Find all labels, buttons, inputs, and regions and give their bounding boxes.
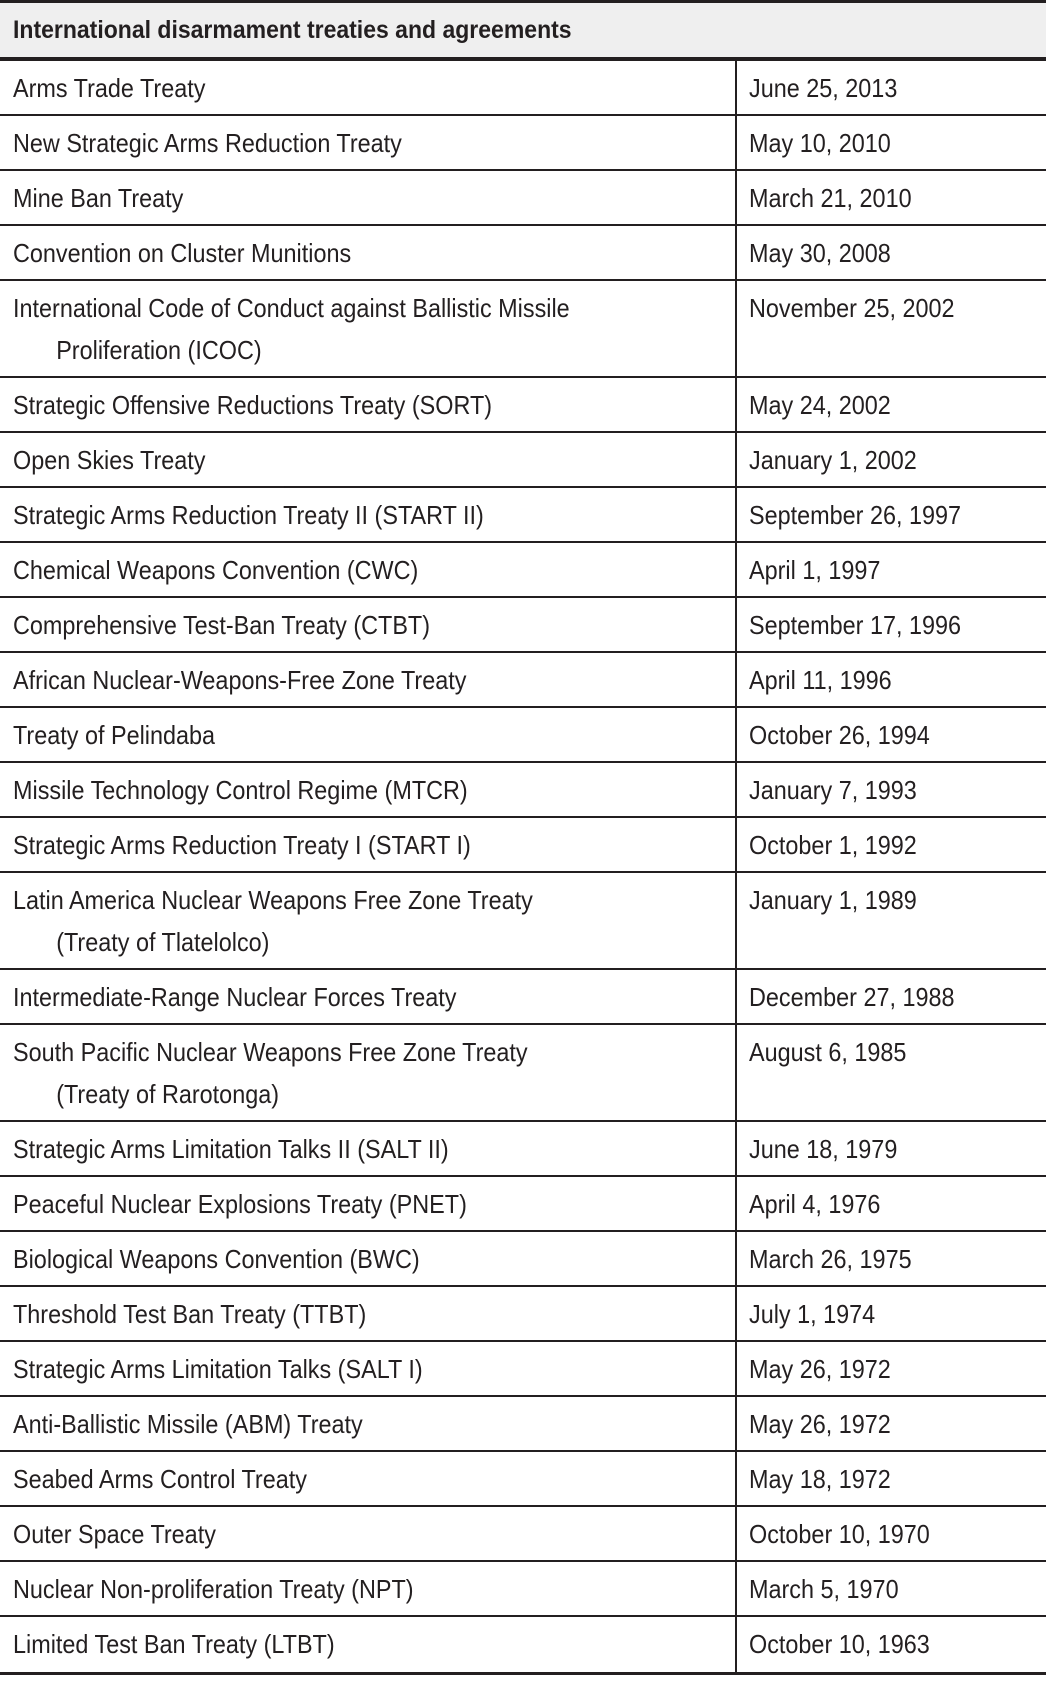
treaty-name: South Pacific Nuclear Weapons Free Zone Treaty [13,1037,528,1067]
treaty-name: Strategic Arms Limitation Talks II (SALT II) [13,1134,449,1164]
table-row [0,1452,1046,1507]
treaty-name-continued: (Treaty of Rarotonga) [56,1079,280,1109]
treaty-date-cell [737,281,1046,376]
treaty-name-cell [0,1617,737,1672]
treaty-name: Biological Weapons Convention (BWC) [13,1244,420,1274]
table-row [0,598,1046,653]
treaty-date: October 26, 1994 [749,720,930,750]
treaty-name: Strategic Offensive Reductions Treaty (SORT) [13,390,493,420]
treaty-date: January 1, 1989 [749,885,917,915]
table-row [0,818,1046,873]
treaty-name: Threshold Test Ban Treaty (TTBT) [13,1299,367,1329]
table-row [0,1177,1046,1232]
treaty-name-cell [0,1507,737,1560]
treaty-name-cell [0,708,737,761]
treaty-date-cell [737,1122,1046,1175]
treaty-date-cell [737,61,1046,114]
treaty-date: May 26, 1972 [749,1409,891,1439]
treaty-name: Seabed Arms Control Treaty [13,1464,307,1494]
treaty-name-cell [0,1025,737,1120]
treaty-date-cell [737,543,1046,596]
table-row [0,116,1046,171]
treaty-name-cell [0,1287,737,1340]
treaty-date: January 1, 2002 [749,445,917,475]
table-row [0,970,1046,1025]
treaty-date-cell [737,1562,1046,1615]
treaty-name: Missile Technology Control Regime (MTCR) [13,775,468,805]
table-row [0,433,1046,488]
treaty-date-cell [737,598,1046,651]
treaty-name-cell [0,1122,737,1175]
treaty-date-cell [737,708,1046,761]
treaty-name: Peaceful Nuclear Explosions Treaty (PNET) [13,1189,467,1219]
treaty-name-cell [0,818,737,871]
treaty-date: May 26, 1972 [749,1354,891,1384]
treaty-name: Nuclear Non-proliferation Treaty (NPT) [13,1574,414,1604]
treaty-date: October 10, 1963 [749,1629,930,1659]
treaty-name-cell [0,171,737,224]
treaty-name: New Strategic Arms Reduction Treaty [13,128,402,158]
treaty-name: African Nuclear-Weapons-Free Zone Treaty [13,665,467,695]
treaty-date: July 1, 1974 [749,1299,876,1329]
treaty-name: Limited Test Ban Treaty (LTBT) [13,1629,335,1659]
treaty-name-continued: (Treaty of Tlatelolco) [56,927,270,957]
treaty-name: Anti-Ballistic Missile (ABM) Treaty [13,1409,363,1439]
treaty-date-cell [737,1025,1046,1120]
table-row [0,1122,1046,1177]
treaty-name-cell [0,1232,737,1285]
treaty-date: March 26, 1975 [749,1244,912,1274]
table-row [0,61,1046,116]
treaty-name-cell [0,433,737,486]
table-row [0,543,1046,598]
treaty-date: October 1, 1992 [749,830,917,860]
treaty-date: March 21, 2010 [749,183,912,213]
treaty-name-cell [0,1397,737,1450]
treaty-date: September 17, 1996 [749,610,962,640]
treaty-date-cell [737,1452,1046,1505]
table-row [0,378,1046,433]
treaty-date-cell [737,873,1046,968]
treaty-name: Strategic Arms Reduction Treaty I (START I) [13,830,471,860]
table-row [0,653,1046,708]
treaty-date: January 7, 1993 [749,775,917,805]
treaty-date: April 4, 1976 [749,1189,881,1219]
treaty-name-cell [0,1177,737,1230]
treaty-date-cell [737,1177,1046,1230]
treaty-name-cell [0,116,737,169]
table-row [0,171,1046,226]
treaty-name-cell [0,488,737,541]
treaty-date: November 25, 2002 [749,293,955,323]
treaty-name-cell [0,543,737,596]
treaty-name: Chemical Weapons Convention (CWC) [13,555,419,585]
treaty-name: International Code of Conduct against Ballistic Missile [13,293,570,323]
treaty-name: Outer Space Treaty [13,1519,216,1549]
treaty-name-cell [0,653,737,706]
treaty-date-cell [737,1507,1046,1560]
treaty-date-cell [737,116,1046,169]
treaty-date: June 25, 2013 [749,73,898,103]
treaty-name: Latin America Nuclear Weapons Free Zone Treaty [13,885,533,915]
treaty-name-cell [0,226,737,279]
treaty-date-cell [737,171,1046,224]
treaty-name: Strategic Arms Limitation Talks (SALT I) [13,1354,423,1384]
table-row [0,1507,1046,1562]
treaty-date: December 27, 1988 [749,982,955,1012]
treaty-date-cell [737,1617,1046,1672]
treaty-name: Treaty of Pelindaba [13,720,216,750]
table-row [0,1397,1046,1452]
treaty-date-cell [737,226,1046,279]
treaty-name-cell [0,281,737,376]
treaty-date-cell [737,488,1046,541]
treaty-date-cell [737,378,1046,431]
table-row [0,873,1046,970]
treaty-date-cell [737,433,1046,486]
treaty-name-cell [0,1562,737,1615]
treaty-name: Intermediate-Range Nuclear Forces Treaty [13,982,457,1012]
treaty-date-cell [737,1342,1046,1395]
treaty-name-cell [0,378,737,431]
treaty-name: Convention on Cluster Munitions [13,238,352,268]
treaty-name: Open Skies Treaty [13,445,206,475]
treaty-date: June 18, 1979 [749,1134,898,1164]
treaty-date-cell [737,763,1046,816]
treaty-name: Comprehensive Test-Ban Treaty (CTBT) [13,610,431,640]
table-title: International disarmament treaties and agreements [13,15,572,44]
treaty-date: August 6, 1985 [749,1037,907,1067]
table-row [0,1287,1046,1342]
treaty-date: April 1, 1997 [749,555,881,585]
table-header [0,3,1046,61]
treaty-name: Strategic Arms Reduction Treaty II (START II) [13,500,484,530]
treaty-date: May 10, 2010 [749,128,891,158]
treaty-date-cell [737,653,1046,706]
table-row [0,763,1046,818]
treaty-name: Mine Ban Treaty [13,183,184,213]
treaty-date: October 10, 1970 [749,1519,930,1549]
treaty-name-cell [0,61,737,114]
treaty-date: April 11, 1996 [749,665,892,695]
treaty-name-continued: Proliferation (ICOC) [56,335,262,365]
table-row [0,1232,1046,1287]
table-row [0,1617,1046,1672]
table-row [0,708,1046,763]
table-body [0,61,1046,1672]
treaty-date-cell [737,1287,1046,1340]
treaty-name-cell [0,1452,737,1505]
table-row [0,226,1046,281]
treaty-name-cell [0,1342,737,1395]
treaty-date: September 26, 1997 [749,500,962,530]
treaty-date-cell [737,1232,1046,1285]
treaty-name-cell [0,873,737,968]
table-row [0,488,1046,543]
treaty-name-cell [0,970,737,1023]
treaty-date: May 30, 2008 [749,238,891,268]
treaty-name: Arms Trade Treaty [13,73,206,103]
table-row [0,1025,1046,1122]
treaty-date-cell [737,970,1046,1023]
treaty-date-cell [737,818,1046,871]
treaty-name-cell [0,763,737,816]
treaty-date: May 18, 1972 [749,1464,891,1494]
treaty-name-cell [0,598,737,651]
treaty-date: May 24, 2002 [749,390,891,420]
table-row [0,1342,1046,1397]
table-row [0,281,1046,378]
treaty-date-cell [737,1397,1046,1450]
treaty-date: March 5, 1970 [749,1574,899,1604]
table-row [0,1562,1046,1617]
